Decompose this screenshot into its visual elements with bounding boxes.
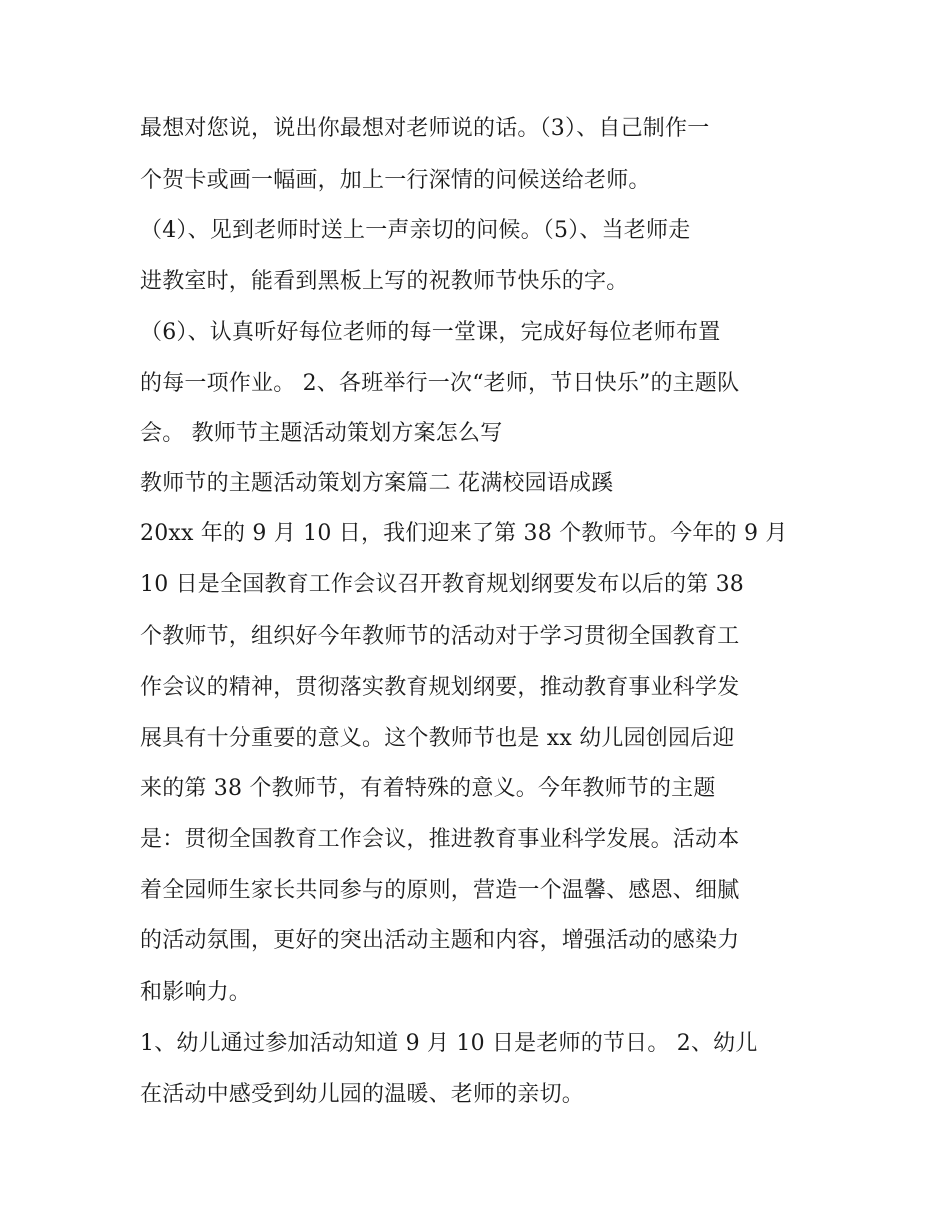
text-line: 个贺卡或画一幅画，加上一行深情的问候送给老师。 <box>140 168 651 193</box>
text-line: 作会议的精神，贯彻落实教育规划纲要，推动教育事业科学发 <box>140 675 740 700</box>
text-line: 10 日是全国教育工作会议召开教育规划纲要发布以后的第 38 <box>140 572 744 597</box>
text-line: 是：贯彻全国教育工作会议，推进教育事业科学发展。活动本 <box>140 827 740 852</box>
text-line: （6）、认真听好每位老师的每一堂课，完成好每位老师布置 <box>140 320 721 345</box>
text-line: 的每一项作业。 2、各班举行一次“老师，节日快乐”的主题队 <box>140 371 740 396</box>
text-line: 最想对您说，说出你最想对老师说的话。（3）、自己制作一 <box>140 116 710 141</box>
text-line: 展具有十分重要的意义。这个教师节也是 xx 幼儿园创园后迎 <box>140 726 735 751</box>
text-line: 和影响力。 <box>140 980 252 1005</box>
text-line: 在活动中感受到幼儿园的温暖、老师的亲切。 <box>140 1082 585 1107</box>
text-line: 个教师节，组织好今年教师节的活动对于学习贯彻全国教育工 <box>140 624 740 649</box>
text-line: 20xx 年的 9 月 10 日，我们迎来了第 38 个教师节。今年的 9 月 <box>140 521 788 546</box>
text-line: 来的第 38 个教师节，有着特殊的意义。今年教师节的主题 <box>140 776 716 801</box>
text-line: （4）、见到老师时送上一声亲切的问候。（5）、当老师走 <box>140 218 691 243</box>
text-line: 进教室时，能看到黑板上写的祝教师节快乐的字。 <box>140 269 629 294</box>
text-line: 1、幼儿通过参加活动知道 9 月 10 日是老师的节日。 2、幼儿 <box>140 1031 758 1056</box>
text-line: 着全园师生家长共同参与的原则，营造一个温馨、感恩、细腻 <box>140 878 740 903</box>
text-line: 的活动氛围，更好的突出活动主题和内容，增强活动的感染力 <box>140 928 740 953</box>
text-line: 会。 教师节主题活动策划方案怎么写 <box>140 421 503 446</box>
section-heading: 教师节的主题活动策划方案篇二 花满校园语成蹊 <box>140 471 614 496</box>
